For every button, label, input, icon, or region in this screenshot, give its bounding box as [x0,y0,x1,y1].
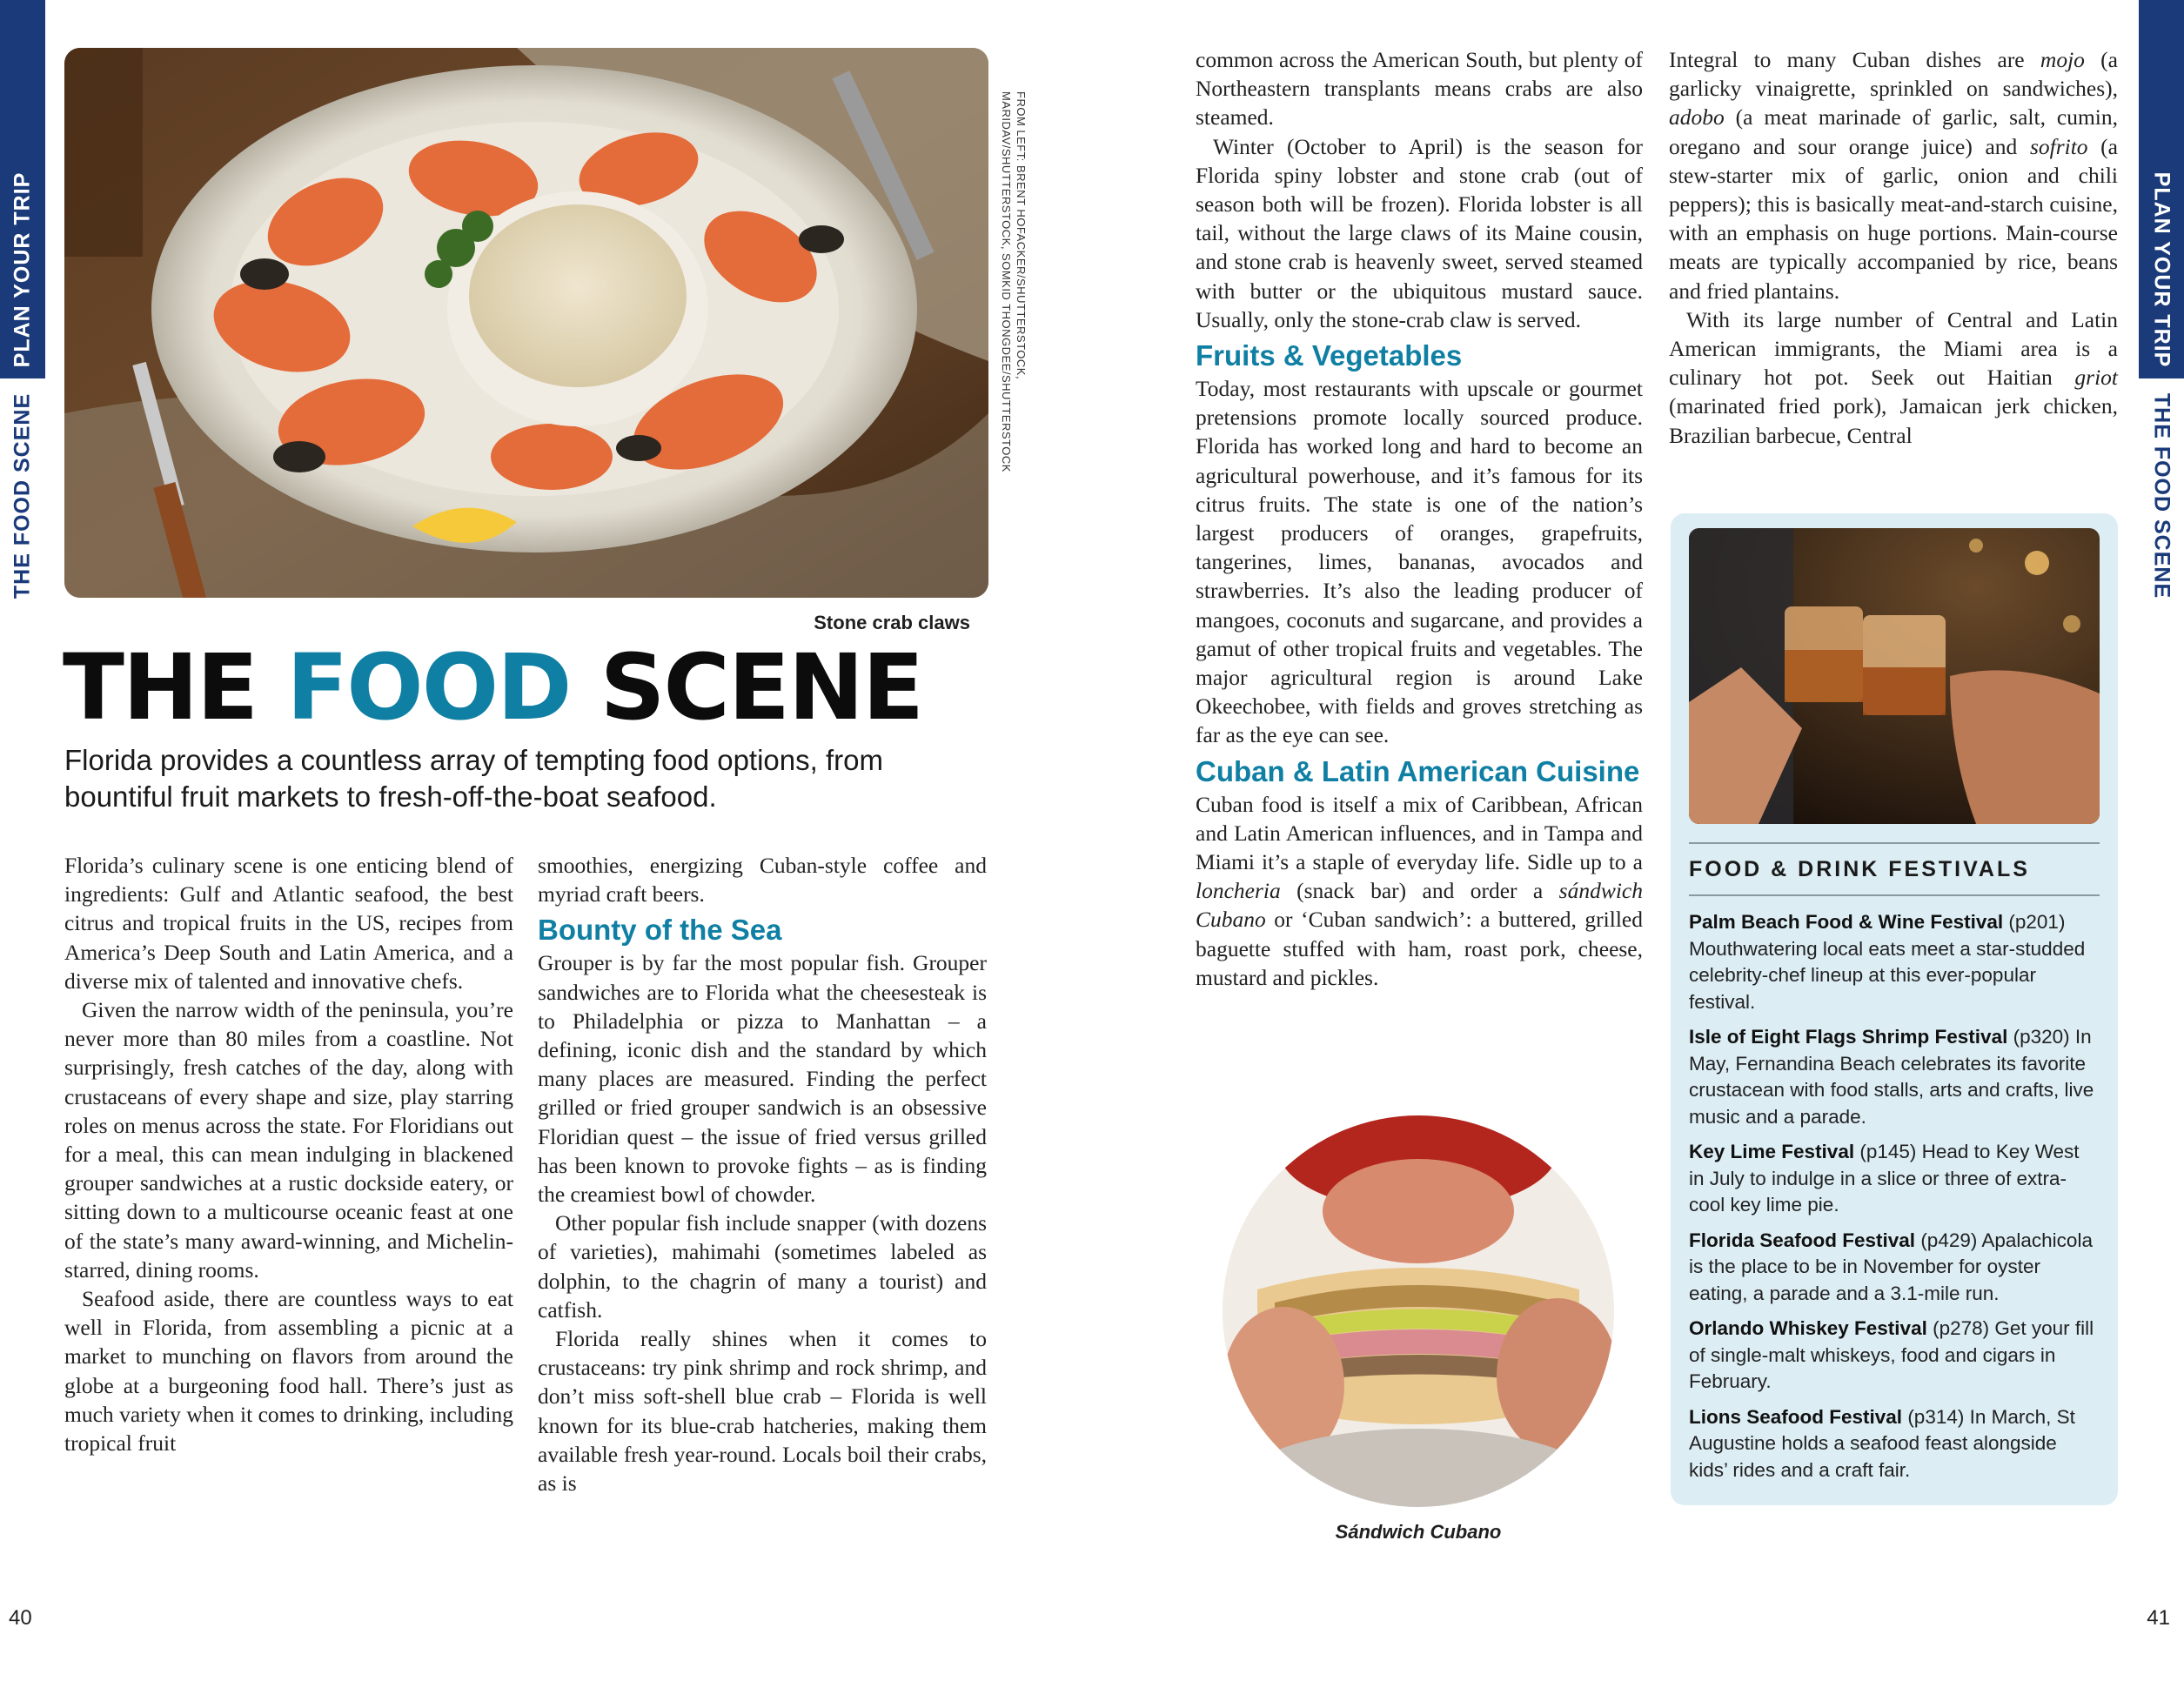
section-tab-label: PLAN YOUR TRIP [10,171,35,368]
festival-name: Orlando Whiskey Festival [1689,1317,1927,1339]
paragraph: Florida’s culinary scene is one enticing blend of ingredients: Gulf and Atlantic seafood, the best citrus and tropical fruits in the US, recipes from America’s Deep South and Latin America, and a diverse mix of talented and innovative chefs. [64,853,513,994]
photo-credit-text: FROM LEFT: BRENT HOFACKER/SHUTTERSTOCK, MARIDAV/SHUTTERSTOCK, SOMKID THONGDEE/SHUTTERSTOCK [1000,91,1028,472]
festival-list [1689,909,2100,1492]
text-run-italic: sándwich Cubano [1196,878,1643,933]
text-run: (marinated fried pork), Jamaican jerk chicken, Brazilian barbecue, Central [1669,393,2118,448]
whiskey-toast-photo [1689,528,2100,824]
left-section-tab [0,0,45,609]
chapter-tab-label: THE FOOD SCENE [2149,392,2174,599]
text-run: or ‘Cuban sandwich’: a buttered, grilled baguette stuffed with ham, roast pork, cheese, mustard and pickles. [1196,907,1643,990]
festival-name: Palm Beach Food & Wine Festival [1689,911,2004,933]
festival-item [1689,1316,2100,1396]
body-column-1 [64,851,513,1457]
body-column-4 [1669,45,2118,450]
festival-page-ref: (p278) [1926,1317,1995,1339]
text-run: With its large number of Central and Latin American immigrants, the Miami area is a culinary hot pot. Seek out Haitian [1669,306,2118,391]
title-highlight: FOOD [286,634,571,740]
photo-credit [997,91,1032,526]
festival-item [1689,909,2100,1015]
paragraph [1669,45,2118,305]
festival-name: Isle of Eight Flags Shrimp Festival [1689,1026,2008,1048]
festival-page-ref: (p320) [2007,1026,2075,1048]
festival-divider-top [1689,842,2100,844]
text-run-italic: griot [2074,365,2118,391]
paragraph [1669,305,2118,450]
text-run: Integral to many Cuban dishes are [1669,47,2040,72]
stone-crab-photo [64,48,988,598]
festival-description: In March, St Augustine holds a seafood feast alongside kids’ rides and a craft fair. [1689,1405,2075,1481]
body-column-3 [1196,45,1643,992]
paragraph: Grouper is by far the most popular fish. Grouper sandwiches are to Florida what the cheesesteak is to Philadelphia or pizza to Manhattan – a defining, iconic dish and the standard by which many places are measured. Finding the perfect grilled or fried grouper sandwich is an obsessive Floridian quest – the issue of fried versus grilled has been known to provoke fights – as is finding the creamiest bowl of chowder. [538,950,987,1208]
paragraph: Seafood aside, there are countless ways to eat well in Florida, from assembling a picnic at a market to munching on flavors from around the globe at a burgeoning food hall. There’s just as much variety when it comes to drinking, including tropical fruit [64,1286,513,1457]
title-part-2: SCENE [570,634,922,740]
paragraph: common across the American South, but plenty of Northeastern transplants means crabs are also steamed. [1196,47,1643,131]
text-run: (a meat marinade of garlic, salt, cumin, oregano and sour orange juice) and [1669,104,2118,159]
section-heading-fruits: Fruits & Vegetables [1196,339,1463,372]
festival-item [1689,1024,2100,1130]
sandwich-cubano-photo [1223,1115,1614,1507]
festival-description: Apalachicola is the place to be in November for oyster eating, a parade and a 3.1-mile run. [1689,1229,2093,1304]
festivals-heading: FOOD & DRINK FESTIVALS [1689,857,2030,881]
festival-description: Mouthwatering local eats meet a star-studded celebrity-chef lineup at this ever-popular festival. [1689,937,2086,1013]
crab-photo-caption: Stone crab claws [814,612,970,633]
text-run-italic: loncheria [1196,878,1281,904]
festival-item [1689,1404,2100,1484]
page-title [63,635,922,740]
sandwich-photo-caption: Sándwich Cubano [1335,1521,1502,1543]
chapter-tab-label: THE FOOD SCENE [10,392,35,599]
paragraph: Given the narrow width of the peninsula, you’re never more than 80 miles from a coastline. Not surprisingly, fresh catches of the day, along with crustaceans of every shape and size, play starring roles on menus across the state. For Floridians out for a meal, this can mean indulging in blackened grouper sandwiches at a rustic dockside eatery, or sitting down to a multicourse oceanic feast at one of the state’s many award-winning, and Michelin-starred, dining rooms. [64,997,513,1283]
page-number-left: 40 [9,1606,32,1630]
intro-standfirst: Florida provides a countless array of tempting food options, from bountiful fruit markets to fresh-off-the-boat seafood. [64,744,883,813]
text-run: (a garlicky vinaigrette, sprinkled on sandwiches), [1669,47,2118,102]
festival-name: Lions Seafood Festival [1689,1405,1903,1428]
festival-description: In May, Fernandina Beach celebrates its favorite crustacean with food stalls, arts and crafts, live music and a parade. [1689,1026,2094,1128]
festival-item [1689,1139,2100,1219]
text-run: Cuban food is itself a mix of Caribbean, African and Latin American influences, and in Tampa and Miami it’s a staple of everyday life. Sidle up to a [1196,791,1643,875]
festival-page-ref: (p201) [2003,911,2066,933]
festival-description: Get your fill of single-malt whiskeys, food and cigars in February. [1689,1317,2094,1392]
page-number-right: 41 [2147,1606,2170,1630]
title-part-1: THE [63,634,287,740]
section-heading-bounty: Bounty of the Sea [538,914,782,947]
paragraph [1196,790,1643,992]
text-run: (snack bar) and order a [1280,878,1559,904]
right-section-tab [2139,0,2184,609]
section-heading-cuban: Cuban & Latin American Cuisine [1196,754,1640,787]
festival-page-ref: (p429) [1915,1229,1982,1251]
festival-divider-bottom [1689,894,2100,896]
festival-item [1689,1228,2100,1308]
text-run-italic: mojo [2040,47,2085,72]
body-column-2 [538,851,987,1497]
section-tab-label: PLAN YOUR TRIP [2149,171,2174,368]
text-run-italic: sofrito [2029,133,2088,159]
festival-name: Key Lime Festival [1689,1141,1855,1162]
text-run-italic: adobo [1669,104,1725,131]
festival-name: Florida Seafood Festival [1689,1229,1916,1251]
text-run: (a stew-starter mix of garlic, onion and chili peppers); this is basically meat-and-starch cuisine, with an emphasis on huge portions. Main-course meats are typically accompanied by rice, beans and fried plantains. [1669,133,2118,304]
festival-page-ref: (p314) [1902,1405,1970,1428]
paragraph: smoothies, energizing Cuban-style coffee and myriad craft beers. [538,853,987,907]
festival-description: Head to Key West in July to indulge in a slice or three of extra-cool key lime pie. [1689,1141,2080,1216]
paragraph: Today, most restaurants with upscale or gourmet pretensions promote locally sourced produce. Florida has worked long and hard to become an agricultural powerhouse, and it’s famous for its citrus fruits. The state is one of the nation’s largest producers of oranges, grapefruits, tangerines, limes, bananas, avocados and strawberries. It’s also the leading producer of mangoes, coconuts and sugarcane, and provides a gamut of other tropical fruits and vegetables. The major agricultural region is around Lake Okeechobee, with fields and groves stretching as far as the eye can see. [1196,376,1643,748]
paragraph: Other popular fish include snapper (with dozens of varieties), mahimahi (sometimes labeled as dolphin, to the chagrin of many a tourist) and catfish. [538,1210,987,1323]
paragraph: Winter (October to April) is the season for Florida spiny lobster and stone crab (out of season both will be frozen). Florida lobster is all tail, without the large claws of its Maine cousin, and stone crab is heavenly sweet, served steamed with butter or the ubiquitous mustard sauce. Usually, only the stone-crab claw is served. [1196,133,1643,332]
paragraph: Florida really shines when it comes to crustaceans: try pink shrimp and rock shrimp, and don’t miss soft-shell blue crab – Florida is well known for its blue-crab hatcheries, making them available fresh year-round. Locals boil their crabs, as is [538,1326,987,1497]
festival-page-ref: (p145) [1854,1141,1922,1162]
